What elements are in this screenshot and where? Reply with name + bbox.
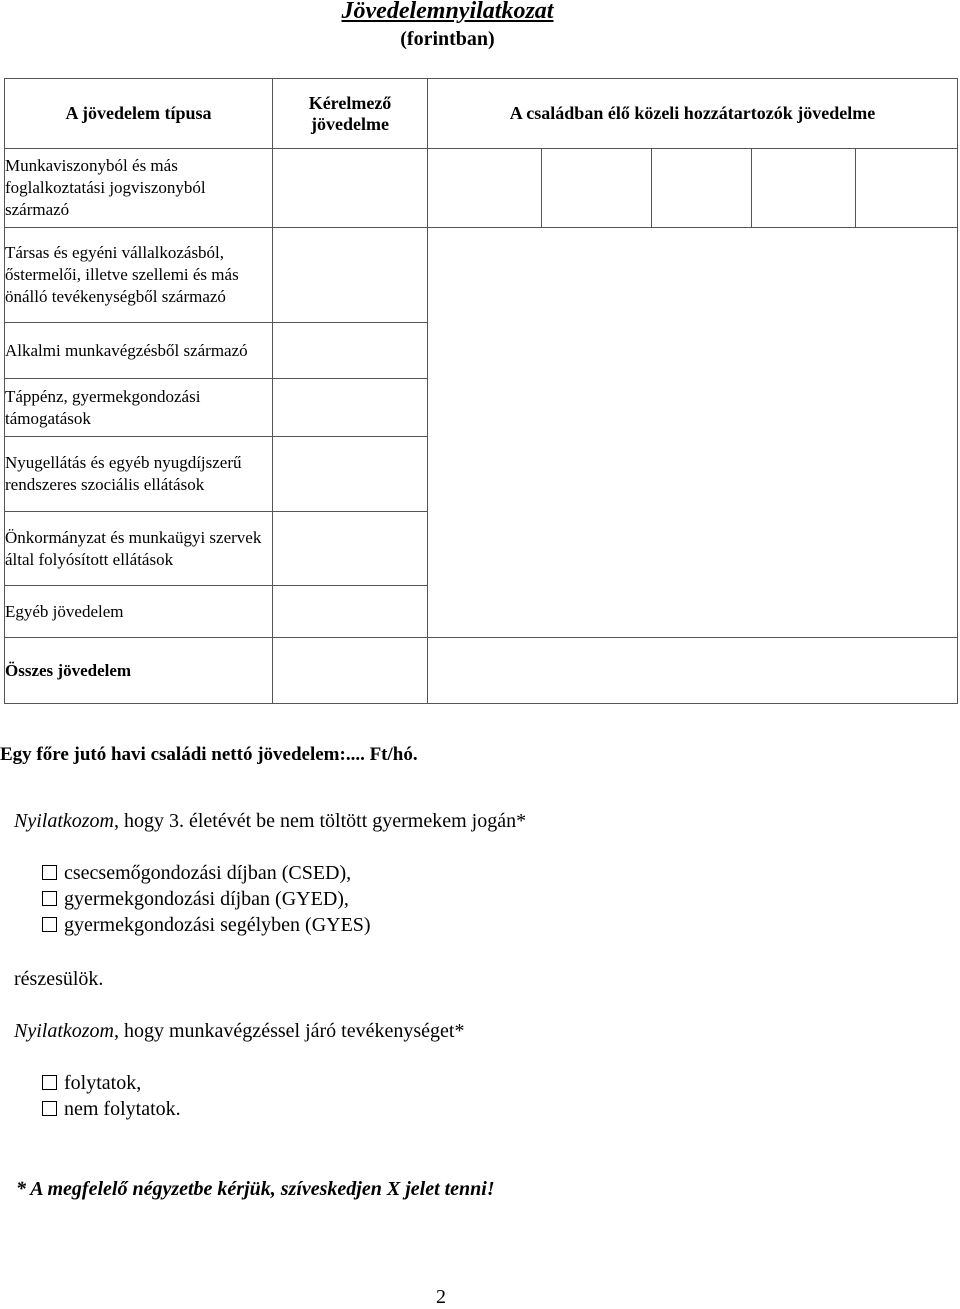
per-capita-income: Egy főre jutó havi családi nettó jövedelem:.... Ft/hó. xyxy=(0,744,418,765)
option-gyed[interactable] xyxy=(42,888,349,911)
option-label: csecsemőgondozási díjban (CSED), xyxy=(64,862,352,884)
declaration-lead: Nyilatkozom xyxy=(14,810,114,832)
declaration-work xyxy=(14,1020,464,1043)
declaration-text: , hogy munkavégzéssel járó tevékenységet* xyxy=(114,1020,465,1042)
table-row-total xyxy=(5,638,958,704)
declaration-lead: Nyilatkozom xyxy=(14,1020,114,1042)
option-csed[interactable] xyxy=(42,862,351,885)
checkbox[interactable] xyxy=(42,865,57,880)
applicant-cell[interactable] xyxy=(273,512,428,586)
header-applicant-income: Kérelmező jövedelme xyxy=(273,79,428,149)
applicant-cell[interactable] xyxy=(273,586,428,638)
family-cell[interactable] xyxy=(542,149,652,228)
document-title: Jövedelemnyilatkozat xyxy=(341,0,554,24)
family-cell[interactable] xyxy=(752,149,856,228)
applicant-cell[interactable] xyxy=(273,379,428,437)
option-label: folytatok, xyxy=(64,1072,142,1094)
applicant-cell[interactable] xyxy=(273,437,428,512)
option-label: gyermekgondozási díjban (GYED), xyxy=(64,888,349,910)
family-cell[interactable] xyxy=(856,149,958,228)
checkbox[interactable] xyxy=(42,1075,57,1090)
family-cell[interactable] xyxy=(428,149,542,228)
applicant-cell[interactable] xyxy=(273,149,428,228)
option-not-working[interactable] xyxy=(42,1098,181,1121)
applicant-total-cell[interactable] xyxy=(273,638,428,704)
table-row xyxy=(5,228,958,323)
income-table xyxy=(4,78,958,704)
checkbox[interactable] xyxy=(42,917,57,932)
header-family-income: A családban élő közeli hozzátartozók jövedelme xyxy=(428,79,958,149)
row-label: Alkalmi munkavégzésből származó xyxy=(5,323,273,379)
applicant-cell[interactable] xyxy=(273,323,428,379)
checkbox[interactable] xyxy=(42,891,57,906)
checkbox[interactable] xyxy=(42,1101,57,1116)
table-row xyxy=(5,149,958,228)
footnote: * A megfelelő négyzetbe kérjük, szíveskedjen X jelet tenni! xyxy=(16,1178,495,1200)
declaration-text: , hogy 3. életévét be nem töltött gyermekem jogán* xyxy=(114,810,527,832)
document-subtitle: (forintban) xyxy=(400,28,495,50)
applicant-cell[interactable] xyxy=(273,228,428,323)
row-label: Táppénz, gyermekgondozási támogatások xyxy=(5,379,273,437)
family-cell[interactable] xyxy=(652,149,752,228)
row-label: Társas és egyéni vállalkozásból, őstermelői, illetve szellemi és más önálló tevékenységből származó xyxy=(5,228,273,323)
row-label: Önkormányzat és munkaügyi szervek által folyósított ellátások xyxy=(5,512,273,586)
declaration-closing: részesülök. xyxy=(14,968,104,990)
row-label: Munkaviszonyból és más foglalkoztatási jogviszonyból származó xyxy=(5,149,273,228)
row-label: Nyugellátás és egyéb nyugdíjszerű rendszeres szociális ellátások xyxy=(5,437,273,512)
option-label: nem folytatok. xyxy=(64,1098,181,1120)
declaration-children xyxy=(14,810,526,833)
family-cells-merged[interactable] xyxy=(428,228,958,638)
option-working[interactable] xyxy=(42,1072,141,1095)
option-label: gyermekgondozási segélyben (GYES) xyxy=(64,914,371,936)
page-number: 2 xyxy=(436,1286,446,1308)
total-label: Összes jövedelem xyxy=(5,638,273,704)
family-total-cell[interactable] xyxy=(428,638,958,704)
option-gyes[interactable] xyxy=(42,914,371,937)
header-income-type: A jövedelem típusa xyxy=(5,79,273,149)
row-label: Egyéb jövedelem xyxy=(5,586,273,638)
